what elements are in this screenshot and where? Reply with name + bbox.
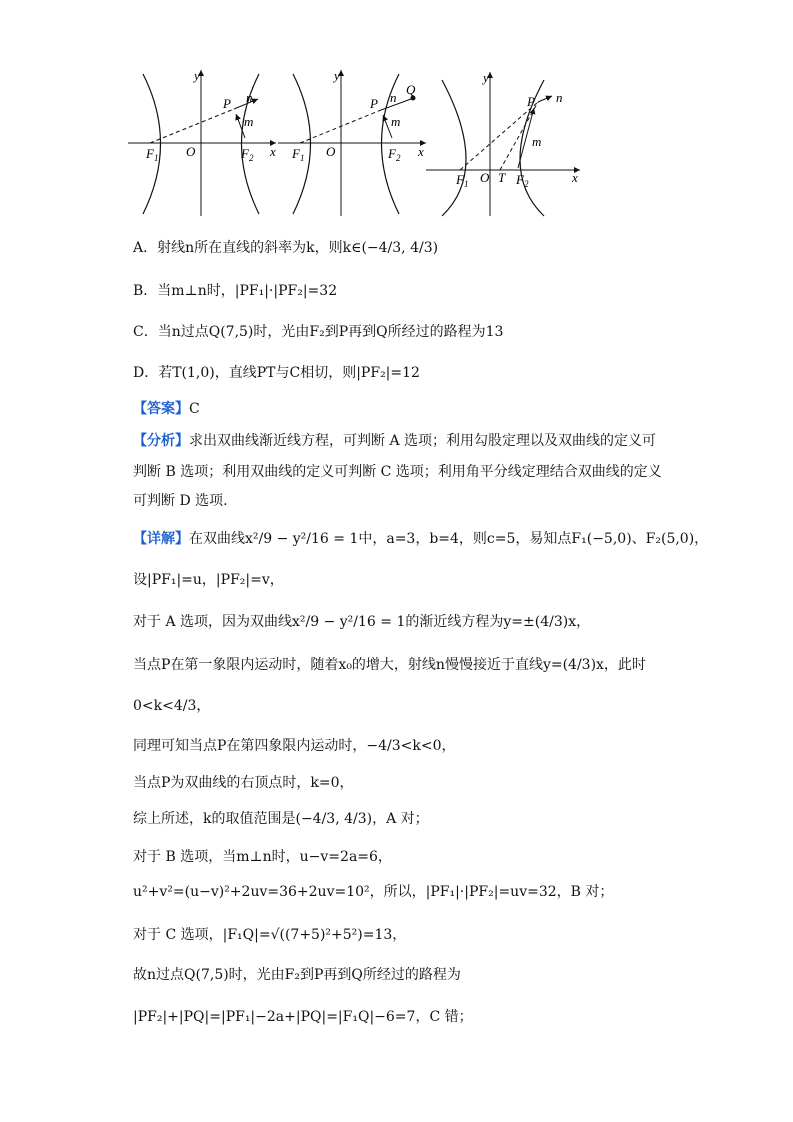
- detail-line-12: 故n过点Q(7,5)时，光由F₂到P再到Q所经过的路程为: [133, 967, 461, 983]
- answer-tag: 【答案】: [133, 401, 189, 417]
- left-branch: [143, 74, 161, 214]
- fig3-m-label: m: [532, 134, 542, 149]
- fig1-o-label: O: [186, 144, 196, 159]
- detail-line-4: 当点P在第一象限内运动时，随着x₀的增大，射线n慢慢接近于直线y=(4/3)x，此时: [133, 657, 646, 673]
- analysis-line-3: 可判断 D 选项.: [133, 493, 228, 509]
- fig3-n-label: n: [556, 90, 563, 105]
- fig1-m-label: m: [244, 114, 254, 129]
- detail-line-5: 0<k<4/3，: [133, 698, 211, 714]
- fig1-n-label: n: [246, 90, 253, 105]
- detail-line-7: 当点P为双曲线的右顶点时，k=0，: [133, 775, 354, 791]
- detail-line-8: 综上所述，k的取值范围是(−4/3, 4/3)，A 对；: [133, 811, 429, 827]
- figure-1: [128, 68, 276, 216]
- figure-2: [278, 68, 426, 216]
- detail-line-10: u²+v²=(u−v)²+2uv=36+2uv=10²，所以，|PF₁|·|PF₂|=uv=32，B 对；: [133, 884, 614, 900]
- fig2-q-label: Q: [406, 82, 416, 97]
- analysis-line-1: [133, 431, 656, 451]
- fig2-p-label: P: [370, 96, 378, 111]
- fig3-f2-label: $F_2$: [516, 172, 529, 189]
- detail-line-9: 对于 B 选项，当m⊥n时，u−v=2a=6，: [133, 849, 392, 865]
- dashed-ray: [150, 109, 234, 143]
- fig3-x-label: x: [572, 170, 578, 185]
- figure-row: [128, 66, 598, 220]
- fig1-y-label: y: [194, 68, 200, 83]
- fig1-f1-label: $F_1$: [146, 146, 159, 163]
- fig3-f1-label: $F_1$: [456, 172, 469, 189]
- fig2-y-label: y: [334, 68, 340, 83]
- fig3-y-label: y: [483, 70, 489, 85]
- figure-3: [426, 70, 580, 216]
- fig2-f1-label: $F_1$: [292, 146, 305, 163]
- fig2-f2-label: $F_2$: [388, 146, 401, 163]
- fig2-n-label: n: [390, 90, 397, 105]
- detail-line-2: 设|PF₁|=u，|PF₂|=v，: [133, 572, 284, 588]
- analysis-text-1: 求出双曲线渐近线方程，可判断 A 选项；利用勾股定理以及双曲线的定义可: [189, 433, 657, 449]
- fig1-p-label: P: [223, 96, 231, 111]
- detail-line-13: |PF₂|+|PQ|=|PF₁|−2a+|PQ|=|F₁Q|−6=7，C 错；: [133, 1009, 473, 1025]
- option-a: A．射线n所在直线的斜率为k，则k∈(−4/3, 4/3): [133, 240, 439, 256]
- hyperbola-figures: [128, 66, 598, 220]
- fig1-f2-label: $F_2$: [241, 146, 254, 163]
- answer-text: C: [189, 401, 200, 417]
- fig2-x-label: x: [418, 144, 424, 159]
- analysis-tag: 【分析】: [133, 433, 189, 449]
- option-c: C．当n过点Q(7,5)时，光由F₂到P再到Q所经过的路程为13: [133, 324, 504, 340]
- fig2-o-label: O: [326, 144, 336, 159]
- detail-line-11: 对于 C 选项，|F₁Q|=√((7+5)²+5²)=13，: [133, 927, 407, 943]
- detail-line-3: 对于 A 选项，因为双曲线x²/9 − y²/16 = 1的渐近线方程为y=±(4/3)x，: [133, 614, 591, 630]
- detail-line-1: [133, 529, 708, 549]
- option-b: B．当m⊥n时，|PF₁|·|PF₂|=32: [133, 283, 338, 299]
- detail-line-6: 同理可知当点P在第四象限内运动时，−4/3<k<0，: [133, 738, 456, 754]
- left-branch: [442, 80, 469, 216]
- detail-text-1: 在双曲线x²/9 − y²/16 = 1中，a=3，b=4，则c=5，易知点F₁(−5,0)、F₂(5,0)，: [189, 531, 709, 547]
- analysis-line-2: 判断 B 选项；利用双曲线的定义可判断 C 选项；利用角平分线定理结合双曲线的定义: [133, 464, 662, 480]
- fig1-x-label: x: [270, 144, 276, 159]
- detail-tag: 【详解】: [133, 531, 189, 547]
- fig3-p-label: P: [527, 94, 535, 109]
- left-branch: [293, 74, 311, 214]
- fig3-t-label: T: [498, 170, 506, 185]
- fig2-m-label: m: [391, 114, 401, 129]
- option-d: D．若T(1,0)，直线PT与C相切，则|PF₂|=12: [133, 365, 420, 381]
- fig3-o-label: O: [480, 170, 490, 185]
- ray-n: [538, 96, 552, 102]
- answer-line: [133, 399, 200, 419]
